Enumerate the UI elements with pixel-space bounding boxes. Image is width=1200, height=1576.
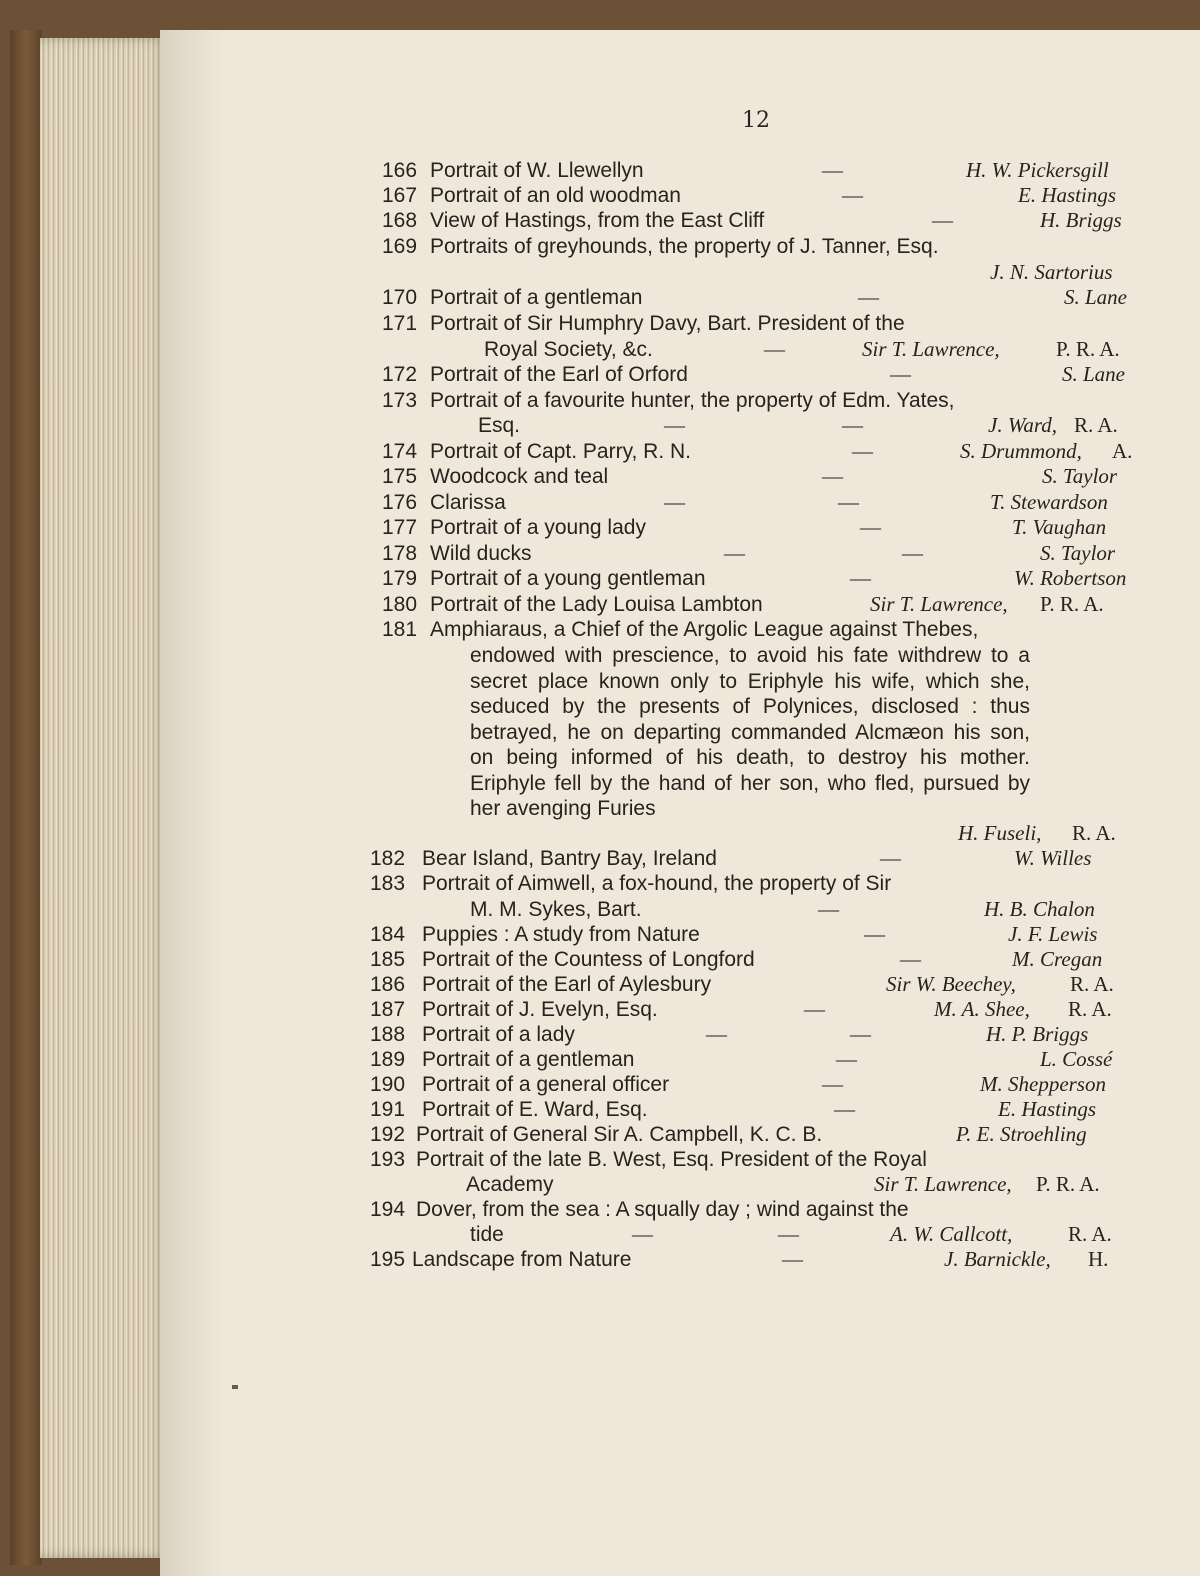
entry-191: [370, 1097, 648, 1123]
entry-artist: S. Taylor: [1042, 464, 1118, 488]
leader-dash: —: [664, 413, 685, 437]
entry-title: Portrait of a young lady: [430, 516, 646, 539]
entry-178: [382, 541, 532, 567]
leader-dash: —: [860, 515, 881, 539]
entry-artist: Sir T. Lawrence,: [870, 592, 1008, 616]
entry-number: 166: [382, 159, 418, 182]
leader-dash: —: [818, 897, 839, 921]
entry-title: Portrait of a lady: [422, 1023, 575, 1046]
entry-artist: A. W. Callcott,: [890, 1222, 1013, 1246]
entry-189: [370, 1047, 635, 1073]
entry-title: Portrait of E. Ward, Esq.: [422, 1098, 648, 1121]
entry-title: Clarissa: [430, 491, 506, 514]
entry-artist: Sir T. Lawrence,: [862, 337, 1000, 361]
entry-number: 185: [370, 948, 406, 971]
leader-dash: —: [822, 158, 843, 182]
entry-number: 195: [370, 1248, 406, 1271]
entry-artist-suffix: A.: [1112, 439, 1133, 463]
entry-183: [370, 871, 892, 897]
entry-171: [382, 311, 905, 337]
entry-174: [382, 439, 692, 465]
entry-184: [370, 922, 700, 948]
entry-title: Portrait of the Earl of Orford: [430, 363, 688, 386]
entry-artist: E. Hastings: [998, 1097, 1097, 1121]
entry-number: 173: [382, 389, 418, 412]
entry-number: 188: [370, 1023, 406, 1046]
entry-artist: S. Taylor: [1040, 541, 1116, 565]
leader-dash: —: [902, 541, 923, 565]
leader-dash: —: [836, 1047, 857, 1071]
entry-title: Portrait of W. Llewellyn: [430, 159, 644, 182]
entry-title: Wild ducks: [430, 542, 532, 565]
leader-dash: —: [864, 922, 885, 946]
leader-dash: —: [932, 208, 953, 232]
entry-artist-suffix: P. R. A.: [1040, 592, 1104, 616]
leader-dash: —: [724, 541, 745, 565]
entry-number: 169: [382, 235, 418, 258]
leader-dash: —: [838, 490, 859, 514]
entry-title-continued: Academy: [466, 1173, 554, 1196]
entry-number: 180: [382, 593, 418, 616]
entry-number: 181: [382, 618, 418, 641]
entry-artist: H. Briggs: [1040, 208, 1122, 232]
entry-177: [382, 515, 646, 541]
entry-artist: L. Cossé: [1040, 1047, 1113, 1071]
entry-193: [370, 1147, 927, 1173]
entry-title: Amphiaraus, a Chief of the Argolic League against Thebes,: [430, 618, 979, 641]
entry-169: [382, 234, 939, 260]
leader-dash: —: [890, 362, 911, 386]
leader-dash: —: [834, 1097, 855, 1121]
entry-number: 182: [370, 847, 406, 870]
entry-title: Portrait of an old woodman: [430, 184, 681, 207]
entry-title: Portrait of a young gentleman: [430, 567, 706, 590]
entry-number: 168: [382, 209, 418, 232]
entry-173: [382, 388, 955, 414]
entry-168: [382, 208, 765, 234]
entry-190: [370, 1072, 670, 1098]
entry-number: 171: [382, 312, 418, 335]
entry-artist-suffix: P. R. A.: [1036, 1172, 1100, 1196]
leader-dash: —: [664, 490, 685, 514]
entry-artist: P. E. Stroehling: [956, 1122, 1087, 1146]
page-number: 12: [742, 108, 770, 133]
entry-artist: H. W. Pickersgill: [966, 158, 1109, 182]
entry-194: [370, 1197, 909, 1223]
entry-title: Portrait of a gentleman: [422, 1048, 635, 1071]
entry-number: 193: [370, 1148, 406, 1171]
entry-title: Portrait of Aimwell, a fox-hound, the property of Sir: [422, 872, 892, 895]
entry-number: 191: [370, 1098, 406, 1121]
entry-title: View of Hastings, from the East Cliff: [430, 209, 765, 232]
leader-dash: —: [822, 1072, 843, 1096]
entry-artist: H. Fuseli,: [958, 821, 1042, 845]
entry-artist-suffix: R. A.: [1068, 997, 1112, 1021]
entry-number: 190: [370, 1073, 406, 1096]
entry-number: 174: [382, 440, 418, 463]
entry-number: 187: [370, 998, 406, 1021]
leader-dash: —: [842, 183, 863, 207]
ink-mark: [232, 1385, 238, 1389]
entry-186: [370, 972, 712, 998]
entry-artist-suffix: H.: [1088, 1247, 1109, 1271]
entry-artist: J. Barnickle,: [944, 1247, 1051, 1271]
leader-dash: —: [706, 1022, 727, 1046]
entry-number: 172: [382, 363, 418, 386]
entry-artist-suffix: P. R. A.: [1056, 337, 1120, 361]
leader-dash: —: [782, 1247, 803, 1271]
entry-title: Woodcock and teal: [430, 465, 609, 488]
leader-dash: —: [822, 464, 843, 488]
entry-title-continued: M. M. Sykes, Bart.: [470, 898, 642, 921]
entry-title: Portraits of greyhounds, the property of J. Tanner, Esq.: [430, 235, 939, 258]
entry-195: [370, 1247, 632, 1273]
entry-artist: W. Willes: [1014, 846, 1092, 870]
entry-179: [382, 566, 706, 592]
entry-title: Portrait of the late B. West, Esq. President of the Royal: [416, 1148, 927, 1171]
entry-artist-suffix: R. A.: [1074, 413, 1118, 437]
entry-title: Puppies : A study from Nature: [422, 923, 700, 946]
entry-artist: S. Drummond,: [960, 439, 1082, 463]
entry-title: Portrait of J. Evelyn, Esq.: [422, 998, 658, 1021]
entry-number: 176: [382, 491, 418, 514]
entry-192: [370, 1122, 823, 1148]
entry-artist: S. Lane: [1062, 362, 1125, 386]
entry-artist: Sir W. Beechey,: [886, 972, 1016, 996]
entry-number: 194: [370, 1198, 406, 1221]
leader-dash: —: [858, 285, 879, 309]
entry-title: Portrait of General Sir A. Campbell, K. C. B.: [416, 1123, 823, 1146]
entry-number: 183: [370, 872, 406, 895]
entry-artist: J. N. Sartorius: [990, 260, 1113, 284]
entry-artist: H. B. Chalon: [984, 897, 1095, 921]
entry-artist: T. Stewardson: [990, 490, 1108, 514]
entry-artist-suffix: R. A.: [1070, 972, 1114, 996]
entry-title: Portrait of the Countess of Longford: [422, 948, 755, 971]
entry-number: 177: [382, 516, 418, 539]
entry-166: [382, 158, 644, 184]
entry-artist: E. Hastings: [1018, 183, 1117, 207]
entry-number: 179: [382, 567, 418, 590]
leader-dash: —: [852, 439, 873, 463]
entry-172: [382, 362, 688, 388]
entry-artist: M. Shepperson: [980, 1072, 1106, 1096]
leader-dash: —: [850, 566, 871, 590]
leader-dash: —: [900, 947, 921, 971]
entry-title: Portrait of Capt. Parry, R. N.: [430, 440, 692, 463]
entry-title: Bear Island, Bantry Bay, Ireland: [422, 847, 717, 870]
entry-artist: Sir T. Lawrence,: [874, 1172, 1012, 1196]
entry-185: [370, 947, 755, 973]
leader-dash: —: [778, 1222, 799, 1246]
leader-dash: —: [764, 337, 785, 361]
leader-dash: —: [632, 1222, 653, 1246]
entry-176: [382, 490, 506, 516]
entry-181: [382, 617, 979, 643]
entry-title-continued: Esq.: [478, 414, 521, 437]
entry-artist: J. F. Lewis: [1008, 922, 1098, 946]
entry-number: 186: [370, 973, 406, 996]
entry-artist: J. Ward,: [988, 413, 1058, 437]
entry-number: 175: [382, 465, 418, 488]
entry-title-continued: Royal Society, &c.: [484, 338, 653, 361]
entry-artist: M. Cregan: [1012, 947, 1103, 971]
entry-title: Portrait of a general officer: [422, 1073, 670, 1096]
leader-dash: —: [804, 997, 825, 1021]
entry-title-continued: tide: [470, 1223, 504, 1246]
entry-188: [370, 1022, 575, 1048]
entry-182: [370, 846, 717, 872]
entry-number: 184: [370, 923, 406, 946]
entry-artist: M. A. Shee,: [934, 997, 1030, 1021]
entry-167: [382, 183, 681, 209]
entry-180: [382, 592, 763, 618]
entry-artist: T. Vaughan: [1012, 515, 1107, 539]
entry-title: Landscape from Nature: [412, 1248, 632, 1271]
entry-artist: S. Lane: [1064, 285, 1127, 309]
entry-title: Portrait of a gentleman: [430, 286, 643, 309]
leader-dash: —: [842, 413, 863, 437]
entry-description: endowed with prescience, to avoid his fate withdrew to a secret place known only to Eriphyle his wife, which she, seduced by the presents of Polynices, disclosed : thus betrayed, he on departing commanded Alcmæon his son, on being informed of his death, to destroy his mother. Eriphyle fell by the hand of her son, who fled, pursued by her avenging Furies: [470, 644, 1030, 820]
entry-title: Portrait of the Earl of Aylesbury: [422, 973, 712, 996]
entry-title: Portrait of a favourite hunter, the property of Edm. Yates,: [430, 389, 955, 412]
entry-number: 178: [382, 542, 418, 565]
entry-artist-suffix: R. A.: [1072, 821, 1116, 845]
entry-187: [370, 997, 658, 1023]
entry-number: 170: [382, 286, 418, 309]
entry-artist: H. P. Briggs: [986, 1022, 1089, 1046]
entry-number: 167: [382, 184, 418, 207]
entry-title: Portrait of the Lady Louisa Lambton: [430, 593, 763, 616]
leader-dash: —: [880, 846, 901, 870]
entry-170: [382, 285, 643, 311]
entry-artist-suffix: R. A.: [1068, 1222, 1112, 1246]
leader-dash: —: [850, 1022, 871, 1046]
entry-number: 192: [370, 1123, 406, 1146]
entry-175: [382, 464, 609, 490]
entry-artist: W. Robertson: [1014, 566, 1127, 590]
entry-title: Dover, from the sea : A squally day ; wind against the: [416, 1198, 909, 1221]
entry-title: Portrait of Sir Humphry Davy, Bart. President of the: [430, 312, 905, 335]
entry-number: 189: [370, 1048, 406, 1071]
